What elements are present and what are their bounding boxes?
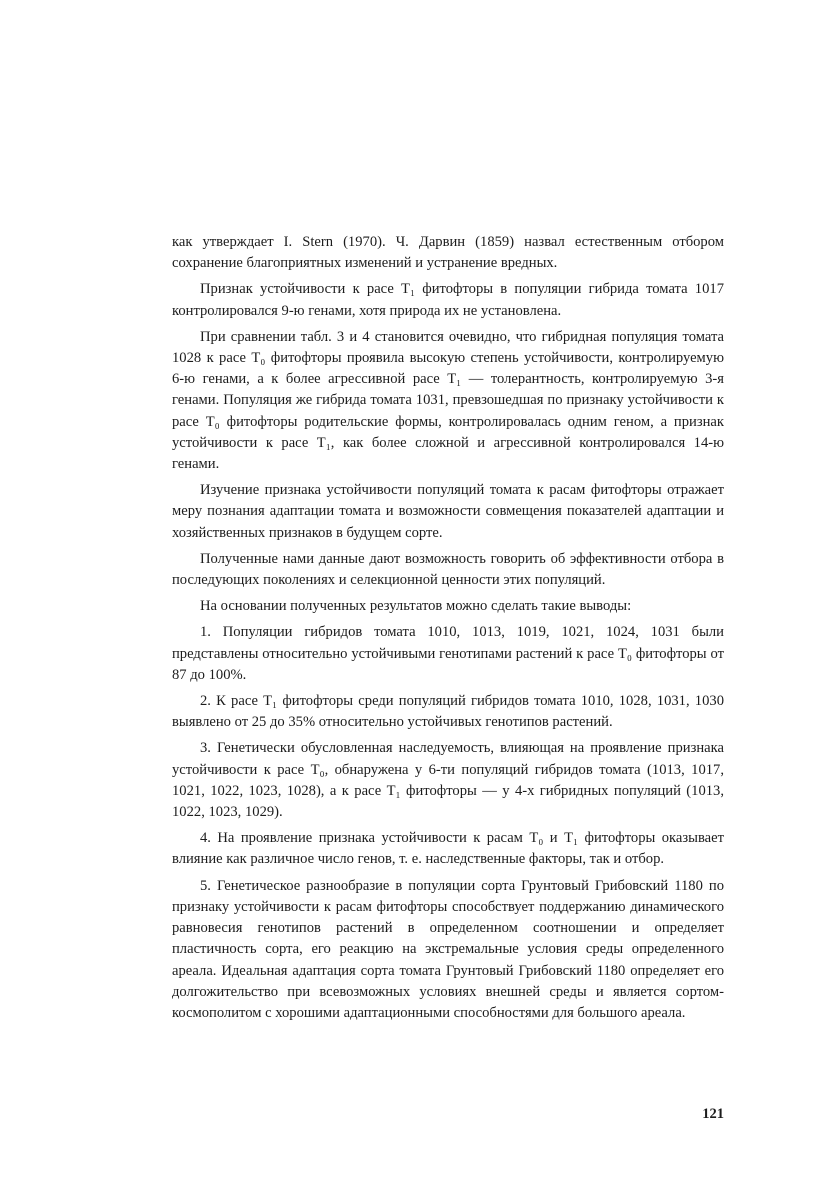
conclusions-intro: На основании полученных результатов можно сделать такие выводы: [200, 598, 632, 615]
paragraph-continuation: как утверждает I. Stern (1970). Ч. Дарвин (1859) назвал естественным отбором сохранение благоприятных изменений и устранение вредных. [172, 234, 724, 272]
paragraph: При сравнении табл. 3 и 4 становится очевидно, что гибридная популяция томата 1028 к расе T₀ фитофторы проявила высокую степень устойчивости, контролируемую 6-ю генами, а к более агрессивной расе T₁ — толерантность, контролируемую 3-я генами. Популяция же гибрида томата 1031, превзошедшая по признаку устойчивости к расе T₀ фитофторы родительские формы, контролировалась одним геном, а признак устойчивости к расе T₁, как более сложной и агрессивной контролировался 14-ю генами. [172, 328, 724, 473]
paragraph: Признак устойчивости к расе T₁ фитофторы в популяции гибрида томата 1017 контролировался 9-ю генами, хотя природа их не установлена. [172, 281, 724, 319]
conclusion-item: 2. К расе T₁ фитофторы среди популяций гибридов томата 1010, 1028, 1031, 1030 выявлено от 25 до 35% относительно устойчивых генотипов растений. [172, 693, 724, 731]
conclusion-item: 3. Генетически обусловленная наследуемость, влияющая на проявление признака устойчивости к расе T₀, обнаружена у 6-ти популяций гибридов томата (1013, 1017, 1021, 1022, 1023, 1028), а к расе T₁ фитофторы — у 4-х гибридных популяций (1013, 1022, 1023, 1029). [172, 740, 724, 821]
conclusion-item: 5. Генетическое разнообразие в популяции сорта Грунтовый Грибовский 1180 по признаку устойчивости к расам фитофторы способствует поддержанию динамического равновесия генотипов растений в определенном соотношении и определяет пластичность сорта, его реакцию на экстремальные условия среды определенного ареала. Идеальная адаптация сорта томата Грунтовый Грибовский 1180 определяет его долгожительство при всевозможных условиях внешней среды и является сортом-космополитом с хорошими адаптационными способностями для большого ареала. [172, 877, 724, 1021]
paragraph: Изучение признака устойчивости популяций томата к расам фитофторы отражает меру познания адаптации томата и возможности совмещения показателей адаптации и хозяйственных признаков в будущем сорте. [172, 482, 724, 541]
conclusion-item: 4. На проявление признака устойчивости к расам T₀ и T₁ фитофторы оказывает влияние как различное число генов, т. е. наследственные факторы, так и отбор. [172, 830, 724, 868]
conclusion-item: 1. Популяции гибридов томата 1010, 1013, 1019, 1021, 1024, 1031 были представлены относительно устойчивыми генотипами растений к расе T₀ фитофторы от 87 до 100%. [172, 624, 724, 683]
page-number: 121 [702, 1106, 724, 1122]
body-text [172, 232, 724, 1029]
paragraph: Полученные нами данные дают возможность говорить об эффективности отбора в последующих поколениях и селекционной ценности этих популяций. [172, 550, 724, 589]
